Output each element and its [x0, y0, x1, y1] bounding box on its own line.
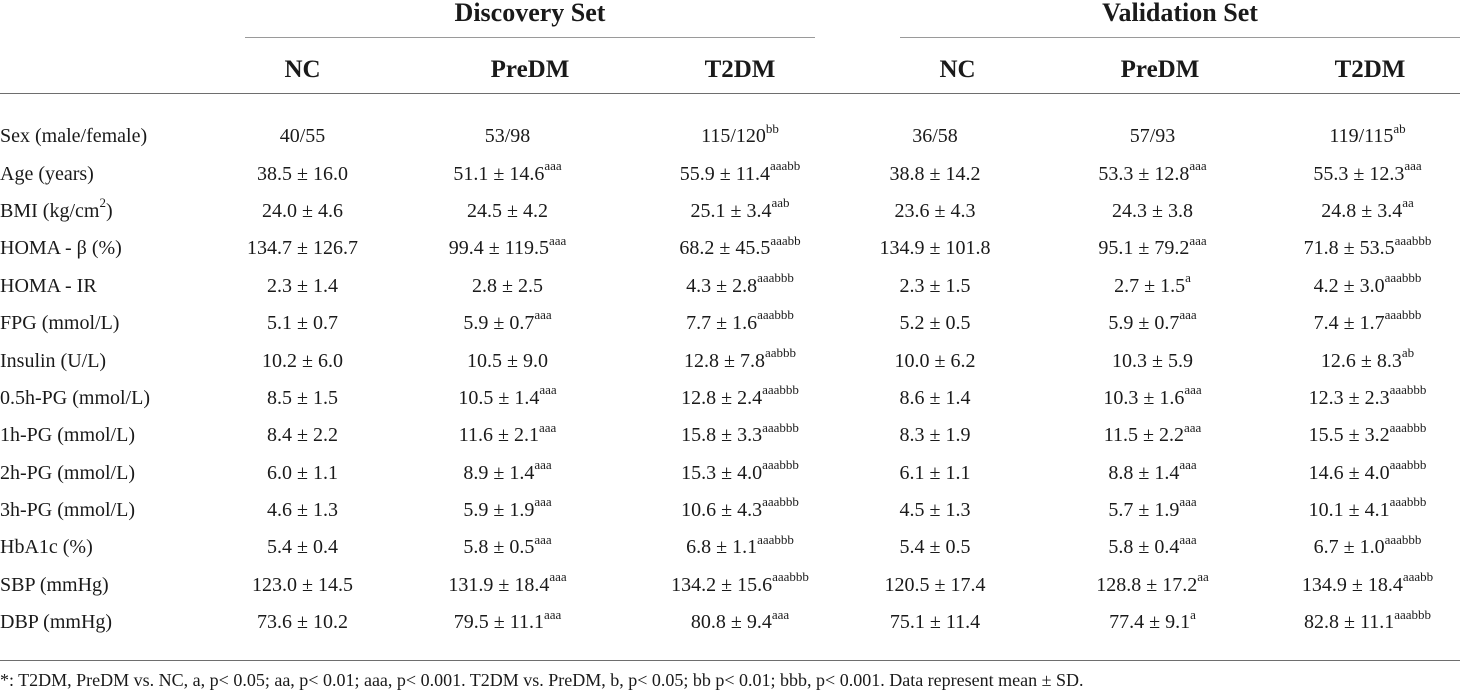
table-row: [0, 604, 1460, 641]
table-cell: [375, 380, 640, 417]
table-cell: [640, 455, 840, 492]
table-cell: [230, 118, 375, 155]
significance-superscript: aaa: [1179, 307, 1197, 323]
cell-value: 128.8 ± 17.2: [1096, 573, 1198, 596]
cell-value: 7.4 ± 1.7: [1313, 312, 1385, 335]
table-cell: [840, 380, 1030, 417]
cell-value: 8.4 ± 2.2: [267, 424, 338, 447]
significance-superscript: aab: [771, 195, 790, 211]
table-cell: [230, 567, 375, 604]
table-cell: [230, 193, 375, 230]
table-cell: [375, 455, 640, 492]
cell-value: 51.1 ± 14.6: [453, 162, 545, 185]
table-cell: [1030, 230, 1275, 267]
cell-value: 8.9 ± 1.4: [463, 461, 535, 484]
row-label: [0, 305, 230, 342]
table-cell: [375, 230, 640, 267]
table-row: [0, 118, 1460, 155]
cell-value: 11.6 ± 2.1: [458, 424, 539, 447]
column-header-nc-validation: NC: [939, 56, 976, 83]
group-rule-discovery: [245, 37, 815, 38]
cell-value: 15.8 ± 3.3: [681, 424, 763, 447]
cell-value: 79.5 ± 11.1: [453, 611, 544, 634]
cell-value: 120.5 ± 17.4: [884, 573, 986, 596]
cell-value: 2.7 ± 1.5: [1114, 274, 1186, 297]
cell-value: 5.9 ± 1.9: [463, 499, 535, 522]
cell-value: 14.6 ± 4.0: [1308, 461, 1390, 484]
row-label: [0, 118, 230, 155]
row-label: [0, 455, 230, 492]
cell-value: 6.1 ± 1.1: [899, 461, 971, 484]
row-label-text: HOMA - IR: [0, 274, 97, 297]
table-cell: [640, 193, 840, 230]
cell-value: 53.3 ± 12.8: [1098, 162, 1190, 185]
significance-superscript: aaa: [1179, 494, 1197, 510]
cell-value: 8.8 ± 1.4: [1108, 461, 1180, 484]
group-title-discovery: Discovery Set: [454, 0, 606, 27]
row-label: [0, 529, 230, 566]
table-row: [0, 230, 1460, 267]
significance-superscript: aaa: [1179, 531, 1197, 547]
cell-value: 12.3 ± 2.3: [1308, 386, 1390, 409]
table-cell: [1275, 193, 1460, 230]
table-cell: [840, 342, 1030, 379]
cell-value: 134.9 ± 18.4: [1301, 573, 1403, 596]
table-cell: [230, 492, 375, 529]
significance-superscript: aaa: [534, 494, 552, 510]
cell-value: 38.8 ± 14.2: [889, 162, 981, 185]
cell-value: 5.2 ± 0.5: [899, 312, 971, 335]
table-cell: [1275, 230, 1460, 267]
cell-value: 5.7 ± 1.9: [1108, 499, 1180, 522]
table-cell: [840, 529, 1030, 566]
significance-superscript: aaabbb: [757, 270, 794, 286]
significance-superscript: aaabbb: [762, 419, 799, 435]
cell-value: 10.5 ± 9.0: [467, 349, 548, 372]
cell-value: 38.5 ± 16.0: [257, 162, 348, 185]
table-cell: [375, 305, 640, 342]
significance-superscript: aaabbb: [1389, 382, 1427, 398]
significance-superscript: aaabbb: [1394, 606, 1432, 622]
significance-superscript: a: [1190, 606, 1196, 622]
cell-value: 68.2 ± 45.5: [679, 237, 771, 260]
column-header-predm-validation: PreDM: [1120, 56, 1200, 83]
significance-superscript: aaa: [534, 307, 552, 323]
significance-superscript: aaa: [1189, 157, 1207, 173]
cell-value: 6.7 ± 1.0: [1313, 536, 1385, 559]
significance-superscript: aaa: [1189, 232, 1207, 248]
significance-superscript: aaabbb: [1389, 419, 1427, 435]
cell-value: 24.8 ± 3.4: [1321, 199, 1403, 222]
cell-value: 8.5 ± 1.5: [267, 386, 338, 409]
table-cell: [1030, 417, 1275, 454]
table-cell: [840, 230, 1030, 267]
cell-value: 40/55: [279, 125, 326, 148]
cell-value: 10.3 ± 1.6: [1103, 386, 1185, 409]
table-cell: [1030, 342, 1275, 379]
table-cell: [230, 529, 375, 566]
significance-superscript: aaa: [543, 606, 562, 622]
table-cell: [1275, 492, 1460, 529]
table-cell: [1030, 193, 1275, 230]
cell-value: 115/120: [701, 125, 766, 148]
table-cell: [640, 492, 840, 529]
table-cell: [1030, 529, 1275, 566]
cell-value: 10.3 ± 5.9: [1112, 349, 1193, 372]
table-cell: [230, 380, 375, 417]
cell-value: 6.8 ± 1.1: [686, 536, 758, 559]
table-cell: [1275, 604, 1460, 641]
table-row: [0, 380, 1460, 417]
cell-value: 2.8 ± 2.5: [472, 274, 543, 297]
cell-value: 5.1 ± 0.7: [267, 312, 338, 335]
table-row: [0, 342, 1460, 379]
column-header-nc-discovery: NC: [284, 56, 321, 83]
table-cell: [640, 230, 840, 267]
table-cell: [230, 268, 375, 305]
cell-value: 11.5 ± 2.2: [1103, 424, 1184, 447]
cell-value: 7.7 ± 1.6: [686, 312, 758, 335]
table-cell: [230, 155, 375, 192]
table-row: [0, 455, 1460, 492]
table-cell: [230, 230, 375, 267]
column-header-t2dm-discovery: T2DM: [704, 56, 776, 83]
cell-value: 5.8 ± 0.4: [1108, 536, 1180, 559]
cell-value: 80.8 ± 9.4: [690, 611, 772, 634]
cell-value: 95.1 ± 79.2: [1098, 237, 1190, 260]
cell-value: 131.9 ± 18.4: [448, 573, 550, 596]
row-label: [0, 604, 230, 641]
table-cell: [230, 305, 375, 342]
table-cell: [840, 305, 1030, 342]
table-cell: [375, 529, 640, 566]
cell-value: 10.5 ± 1.4: [458, 386, 540, 409]
row-label-text: Age (years): [0, 162, 94, 185]
row-label-text: Sex (male/female): [0, 125, 148, 148]
table-cell: [840, 417, 1030, 454]
table-cell: [840, 567, 1030, 604]
table-cell: [1030, 155, 1275, 192]
table-cell: [1030, 492, 1275, 529]
significance-superscript: aaabbb: [762, 494, 799, 510]
table-cell: [1030, 268, 1275, 305]
cell-value: 134.7 ± 126.7: [247, 237, 358, 260]
cell-value: 10.2 ± 6.0: [262, 349, 343, 372]
row-label: [0, 380, 230, 417]
group-rule-validation: [900, 37, 1460, 38]
table-row: [0, 492, 1460, 529]
significance-superscript: aaa: [1183, 419, 1202, 435]
column-header-predm-discovery: PreDM: [490, 56, 570, 83]
table-cell: [1275, 529, 1460, 566]
row-label-text: SBP (mmHg): [0, 573, 109, 596]
row-label-text: BMI (kg/cm: [0, 199, 100, 222]
cell-value: 5.9 ± 0.7: [1108, 312, 1180, 335]
cell-value: 15.5 ± 3.2: [1308, 424, 1390, 447]
table-cell: [375, 567, 640, 604]
significance-superscript: aaabbb: [772, 569, 809, 585]
table-cell: [640, 380, 840, 417]
table-cell: [1030, 305, 1275, 342]
cell-value: 2.3 ± 1.4: [267, 274, 338, 297]
cell-value: 75.1 ± 11.4: [889, 611, 981, 634]
cell-value: 119/115: [1329, 125, 1394, 148]
significance-superscript: aaabbb: [757, 531, 794, 547]
data-table: [0, 118, 1460, 641]
row-label-text: DBP (mmHg): [0, 611, 113, 634]
cell-value: 6.0 ± 1.1: [267, 461, 338, 484]
row-label-text: HOMA - β (%): [0, 237, 122, 260]
table-cell: [1030, 604, 1275, 641]
significance-superscript: aaabb: [769, 157, 801, 173]
row-label: [0, 268, 230, 305]
table-cell: [840, 118, 1030, 155]
significance-superscript: aaa: [534, 531, 552, 547]
cell-value: 55.3 ± 12.3: [1313, 162, 1405, 185]
cell-value: 57/93: [1129, 125, 1176, 148]
cell-value: 71.8 ± 53.5: [1303, 237, 1395, 260]
group-title-validation: Validation Set: [1102, 0, 1258, 27]
cell-value: 15.3 ± 4.0: [681, 461, 763, 484]
table-cell: [375, 492, 640, 529]
column-header-t2dm-validation: T2DM: [1334, 56, 1406, 83]
row-label: [0, 155, 230, 192]
table-cell: [1030, 455, 1275, 492]
cell-value: 36/58: [912, 125, 958, 148]
table-row: [0, 193, 1460, 230]
table-cell: [640, 268, 840, 305]
significance-superscript: aa: [1402, 195, 1414, 211]
significance-superscript: aaabb: [1402, 569, 1434, 585]
table-cell: [230, 342, 375, 379]
significance-superscript: aaa: [538, 419, 557, 435]
table-cell: [1275, 305, 1460, 342]
table-cell: [640, 118, 840, 155]
table-cell: [230, 417, 375, 454]
cell-value: 5.9 ± 0.7: [463, 312, 535, 335]
row-label: [0, 492, 230, 529]
table-row: [0, 417, 1460, 454]
table-cell: [1275, 155, 1460, 192]
significance-superscript: aaabbb: [762, 382, 799, 398]
cell-value: 24.0 ± 4.6: [262, 199, 343, 222]
cell-value: 10.6 ± 4.3: [681, 499, 763, 522]
row-label-text: HbA1c (%): [0, 536, 93, 559]
table-cell: [840, 492, 1030, 529]
row-label: [0, 193, 230, 230]
significance-superscript: aaa: [1179, 457, 1197, 473]
cell-value: 24.3 ± 3.8: [1112, 199, 1193, 222]
cell-value: 12.8 ± 2.4: [681, 386, 763, 409]
significance-superscript: aaabbb: [1384, 270, 1422, 286]
significance-superscript: aaabbb: [1394, 232, 1432, 248]
cell-value: 99.4 ± 119.5: [448, 237, 549, 260]
table-cell: [375, 342, 640, 379]
cell-value: 4.6 ± 1.3: [267, 499, 338, 522]
significance-superscript: aaa: [539, 382, 557, 398]
cell-value: 25.1 ± 3.4: [690, 199, 772, 222]
table-cell: [640, 417, 840, 454]
table-cell: [840, 604, 1030, 641]
cell-value: 134.2 ± 15.6: [671, 573, 773, 596]
table-cell: [1275, 417, 1460, 454]
table-cell: [840, 155, 1030, 192]
cell-value: 53/98: [484, 125, 531, 148]
significance-superscript: aaabbb: [1384, 531, 1422, 547]
cell-value: 8.3 ± 1.9: [899, 424, 971, 447]
table-cell: [640, 567, 840, 604]
significance-superscript: aaa: [534, 457, 552, 473]
significance-superscript: aaa: [771, 606, 790, 622]
table-cell: [840, 455, 1030, 492]
table-row: [0, 567, 1460, 604]
table-cell: [375, 268, 640, 305]
table-cell: [640, 604, 840, 641]
header-bottom-rule: [0, 93, 1460, 94]
table-cell: [840, 268, 1030, 305]
significance-superscript: aaabbb: [762, 457, 799, 473]
table-cell: [230, 604, 375, 641]
cell-value: 5.8 ± 0.5: [463, 536, 535, 559]
row-label-suffix: ): [105, 199, 113, 222]
table-cell: [375, 193, 640, 230]
table-cell: [375, 417, 640, 454]
significance-superscript: aa: [1197, 569, 1209, 585]
table-cell: [1275, 380, 1460, 417]
significance-superscript: bb: [765, 120, 779, 136]
significance-superscript: aaabbb: [1389, 494, 1427, 510]
significance-superscript: aaabb: [770, 232, 801, 248]
row-label-superscript: 2: [99, 195, 106, 211]
significance-superscript: aaa: [544, 157, 562, 173]
table-cell: [840, 193, 1030, 230]
cell-value: 82.8 ± 11.1: [1303, 611, 1395, 634]
significance-superscript: aaa: [549, 569, 567, 585]
table-cell: [1275, 455, 1460, 492]
table-footnote: *: T2DM, PreDM vs. NC, a, p< 0.05; aa, p< 0.01; aaa, p< 0.001. T2DM vs. PreDM, b, p< 0.05; bb p< 0.01; bbb, p< 0.001. Data represent mean ± SD.: [0, 670, 1084, 690]
significance-superscript: aaabbb: [757, 307, 794, 323]
cell-value: 4.2 ± 3.0: [1313, 274, 1385, 297]
row-label-text: 1h-PG (mmol/L): [0, 424, 135, 447]
cell-value: 73.6 ± 10.2: [257, 611, 348, 634]
row-label-text: FPG (mmol/L): [0, 312, 120, 335]
table-cell: [640, 529, 840, 566]
row-label: [0, 417, 230, 454]
cell-value: 55.9 ± 11.4: [679, 162, 770, 185]
row-label-text: 3h-PG (mmol/L): [0, 499, 135, 522]
table-row: [0, 305, 1460, 342]
row-label: [0, 230, 230, 267]
significance-superscript: aabbb: [764, 344, 797, 360]
table-cell: [1030, 567, 1275, 604]
cell-value: 5.4 ± 0.4: [267, 536, 338, 559]
table-cell: [640, 305, 840, 342]
table-cell: [230, 455, 375, 492]
table-row: [0, 268, 1460, 305]
table-row: [0, 529, 1460, 566]
table-cell: [640, 155, 840, 192]
table-row: [0, 155, 1460, 192]
significance-superscript: aaabbb: [1384, 307, 1422, 323]
cell-value: 10.1 ± 4.1: [1308, 499, 1390, 522]
table-cell: [1275, 342, 1460, 379]
cell-value: 23.6 ± 4.3: [894, 199, 976, 222]
cell-value: 77.4 ± 9.1: [1109, 611, 1191, 634]
cell-value: 12.8 ± 7.8: [683, 349, 765, 372]
cell-value: 8.6 ± 1.4: [899, 386, 971, 409]
cell-value: 12.6 ± 8.3: [1320, 349, 1402, 372]
table-cell: [375, 118, 640, 155]
cell-value: 5.4 ± 0.5: [899, 536, 971, 559]
table-cell: [1275, 268, 1460, 305]
table-cell: [375, 155, 640, 192]
significance-superscript: aaa: [1404, 157, 1422, 173]
table-cell: [640, 342, 840, 379]
cell-value: 4.5 ± 1.3: [899, 499, 971, 522]
cell-value: 24.5 ± 4.2: [467, 199, 548, 222]
cell-value: 2.3 ± 1.5: [899, 274, 971, 297]
cell-value: 123.0 ± 14.5: [252, 573, 353, 596]
row-label-text: 2h-PG (mmol/L): [0, 461, 135, 484]
table-cell: [1275, 567, 1460, 604]
cell-value: 134.9 ± 101.8: [879, 237, 991, 260]
table-bottom-rule: [0, 660, 1460, 661]
table-cell: [1030, 380, 1275, 417]
significance-superscript: aaa: [1184, 382, 1202, 398]
table-cell: [1030, 118, 1275, 155]
row-label: [0, 567, 230, 604]
row-label: [0, 342, 230, 379]
cell-value: 4.3 ± 2.8: [686, 274, 758, 297]
cell-value: 10.0 ± 6.2: [894, 349, 976, 372]
significance-superscript: aaabbb: [1389, 457, 1427, 473]
row-label-text: Insulin (U/L): [0, 349, 107, 372]
row-label-text: 0.5h-PG (mmol/L): [0, 386, 150, 409]
table-cell: [375, 604, 640, 641]
significance-superscript: ab: [1393, 120, 1406, 136]
significance-superscript: a: [1185, 270, 1191, 286]
significance-superscript: ab: [1401, 344, 1415, 360]
table-cell: [1275, 118, 1460, 155]
significance-superscript: aaa: [548, 232, 567, 248]
